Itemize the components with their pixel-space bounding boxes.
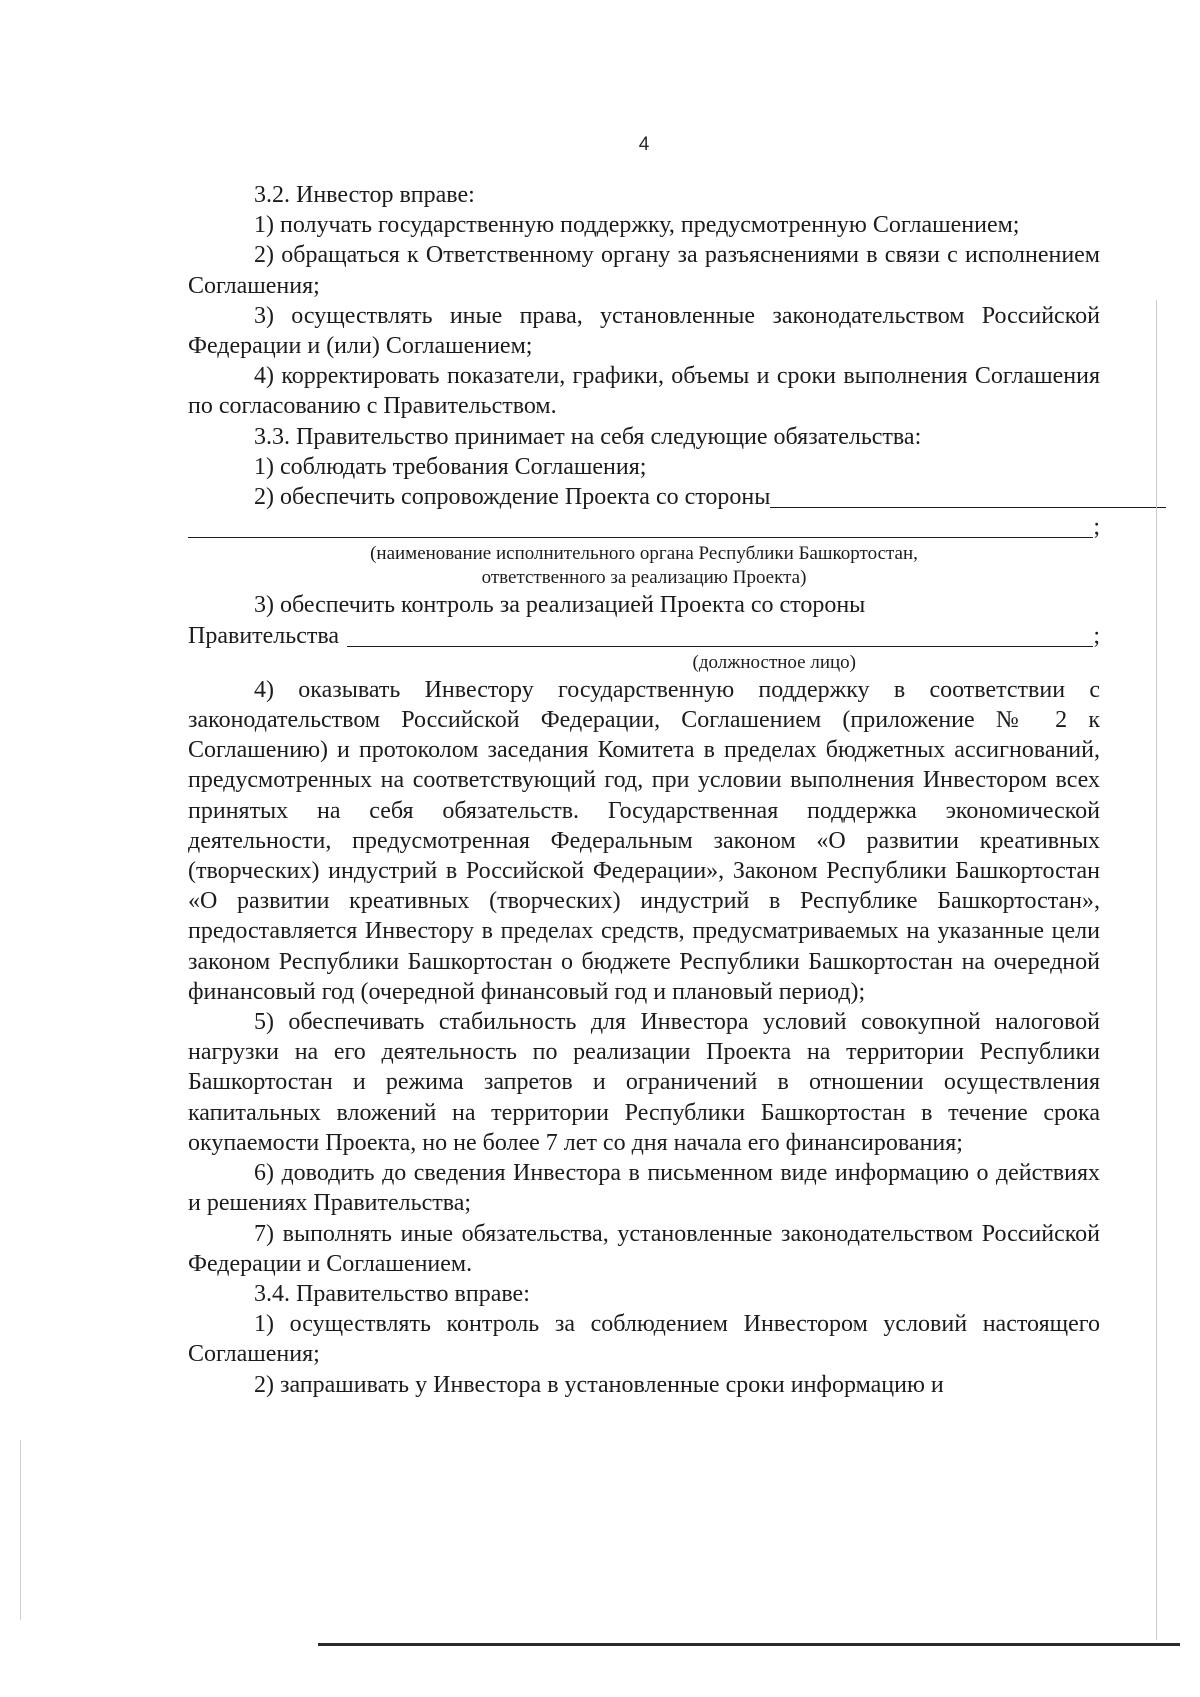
section-3-2-item-1: 1) получать государственную поддержку, предусмотренную Соглашением;	[254, 212, 1020, 239]
section-3-3-item-3-line	[188, 621, 1100, 651]
scan-artifact-line	[1156, 300, 1157, 1640]
blank-field	[347, 624, 1093, 647]
scan-artifact-line	[20, 1440, 21, 1620]
field-caption: (должностное лицо)	[692, 651, 856, 673]
section-3-4-heading: 3.4. Правительство вправе:	[254, 1280, 530, 1307]
document-page	[188, 0, 1100, 1697]
section-3-2-item-4: 4) корректировать показатели, графики, объемы и сроки выполнения Соглашения по согласованию с Правительством.	[188, 363, 1100, 420]
section-3-3-item-2-line	[188, 482, 1166, 512]
section-3-3-item-5: 5) обеспечивать стабильность для Инвестора условий совокупной налоговой нагрузки на его деятельность по реализации Проекта на территории Республики Башкортостан и режима запретов и ограничений в отношении осуществления капитальных вложений на территории Республики Башкортостан в течение срока окупаемости Проекта, но не более 7 лет со дня начала его финансирования;	[188, 1009, 1100, 1156]
blank-field	[188, 515, 1093, 538]
section-3-3-item-3-text: 3) обеспечить контроль за реализацией Проекта со стороны	[254, 592, 866, 619]
field-caption: (наименование исполнительного органа Республики Башкортостан,	[370, 543, 918, 565]
semicolon: ;	[1093, 622, 1100, 649]
section-3-2-item-3: 3) осуществлять иные права, установленные законодательством Российской Федерации и (или) Соглашением;	[188, 302, 1100, 360]
section-3-4-item-2: 2) запрашивать у Инвестора в установленные сроки информацию и	[254, 1371, 944, 1398]
blank-field	[770, 485, 1166, 508]
document-body	[188, 180, 1100, 1400]
scan-bottom-edge	[318, 1643, 1180, 1646]
semicolon: ;	[1093, 514, 1100, 541]
section-3-3-item-7: 7) выполнять иные обязательства, установленные законодательством Российской Федерации и Соглашением.	[188, 1220, 1100, 1277]
section-3-3-item-1: 1) соблюдать требования Соглашения;	[254, 453, 647, 480]
page-number: 4	[638, 134, 650, 155]
section-3-3-item-4: 4) оказывать Инвестору государственную поддержку в соответствии с законодательством Российской Федерации, Соглашением (приложение № 2 к Соглашению) и протоколом заседания Комитета в пределах бюджетных ассигнований, предусмотренных на соответствующий год, при условии выполнения Инвестором всех принятых на себя обязательств. Государственная поддержка экономической деятельности, предусмотренная Федеральным законом «О развитии креативных (творческих) индустрий в Российской Федерации», Законом Республики Башкортостан «О развитии креативных (творческих) индустрий в Республике Башкортостан», предоставляется Инвестору в пределах средств, предусматриваемых на указанные цели законом Республики Башкортостан о бюджете Республики Башкортостан на очередной финансовый год (очередной финансовый год и плановый период);	[188, 676, 1100, 1005]
section-3-2-item-2: 2) обращаться к Ответственному органу за разъяснениями в связи с исполнением Соглашения;	[188, 242, 1100, 299]
section-3-4-item-1: 1) осуществлять контроль за соблюдением Инвестором условий настоящего Соглашения;	[188, 1311, 1100, 1368]
section-3-3-item-2-text: 2) обеспечить сопровождение Проекта со стороны	[254, 484, 771, 511]
section-3-3-item-6: 6) доводить до сведения Инвестора в письменном виде информацию о действиях и решениях Правительства;	[188, 1160, 1100, 1217]
section-3-3-item-3-text2: Правительства	[188, 622, 340, 649]
section-3-2-heading: 3.2. Инвестор вправе:	[254, 182, 475, 208]
field-caption: ответственного за реализацию Проекта)	[481, 567, 807, 589]
section-3-3-item-2-blank-line	[188, 512, 1100, 542]
section-3-3-heading: 3.3. Правительство принимает на себя следующие обязательства:	[254, 423, 922, 450]
